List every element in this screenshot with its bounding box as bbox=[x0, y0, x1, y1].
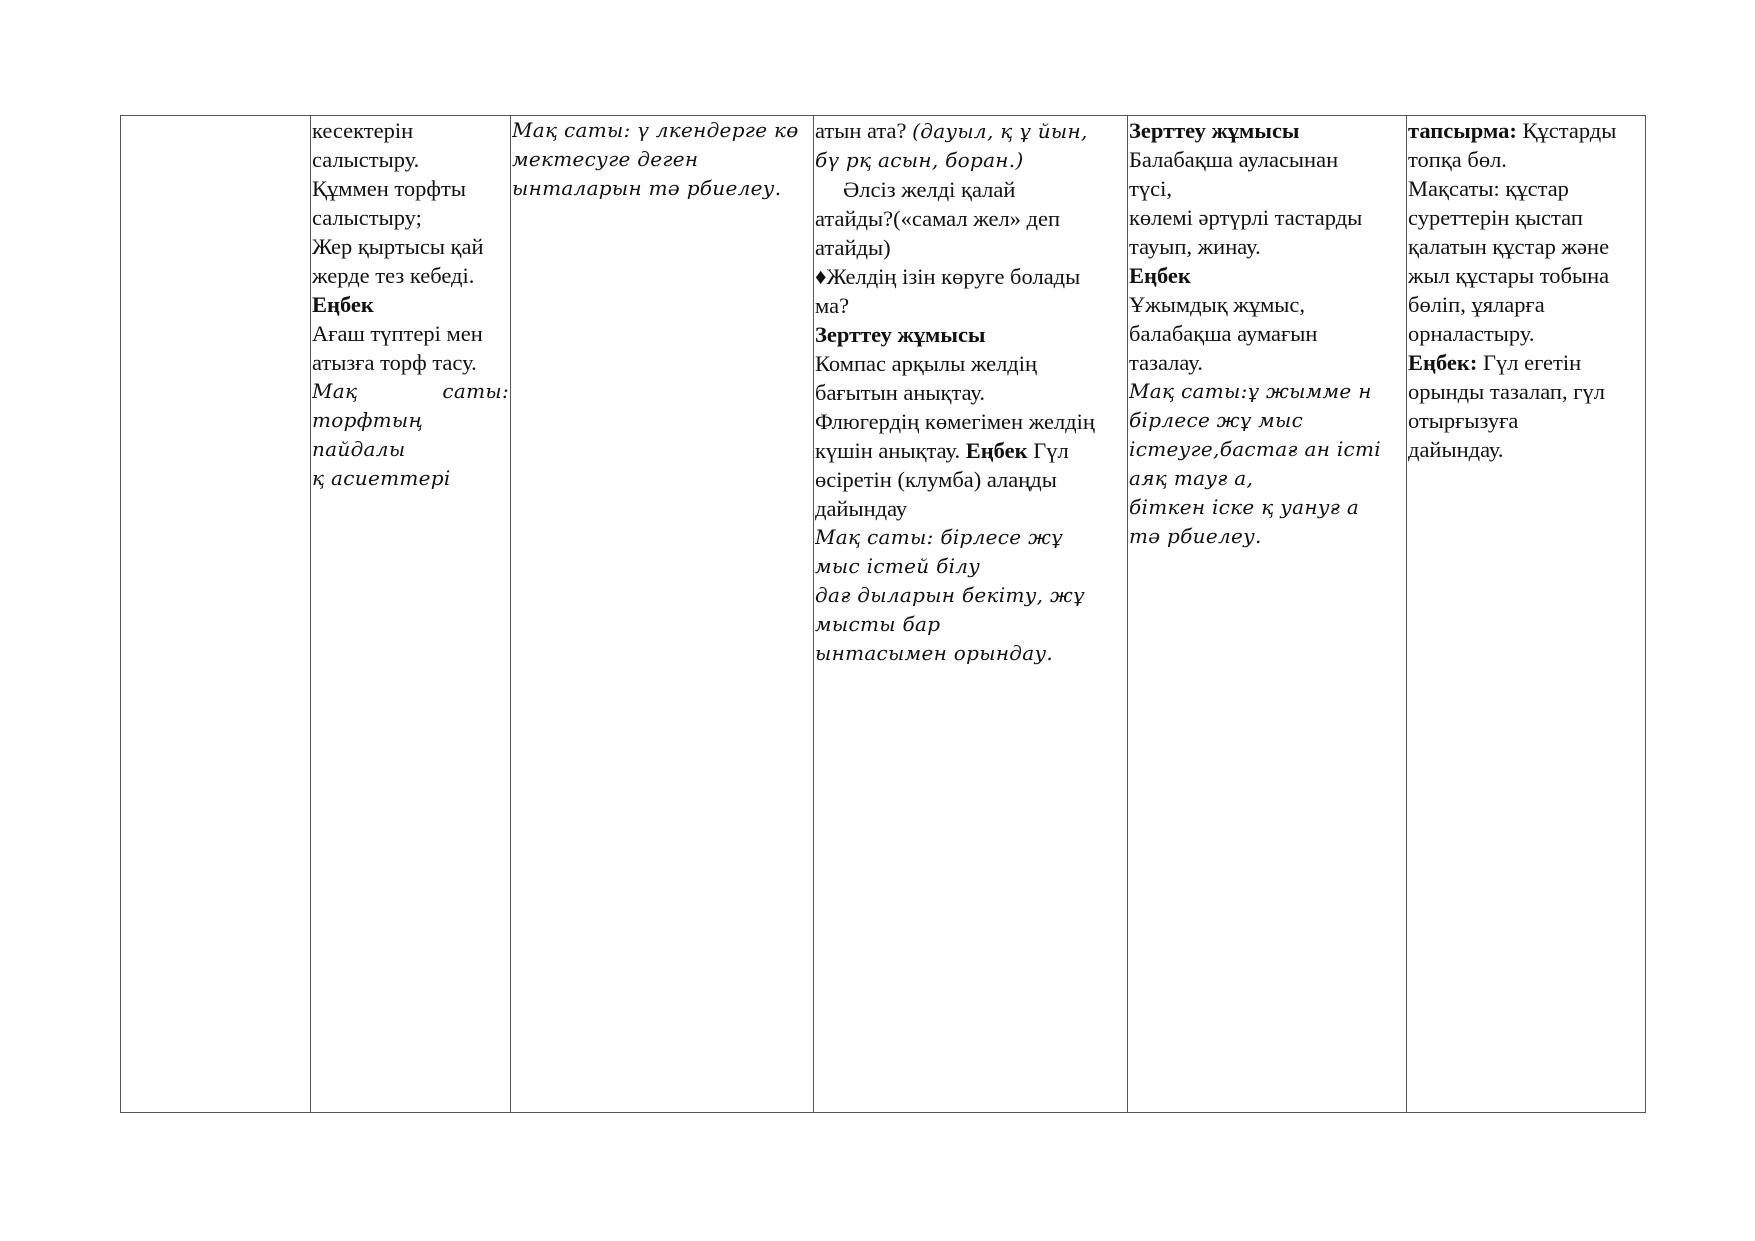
goal-line: тә рбиелеу. bbox=[1129, 524, 1262, 548]
text-line: дайындау. bbox=[1408, 437, 1504, 462]
text-line bbox=[1408, 116, 1644, 145]
text-fragment: (дауыл, қ ұ йын, bbox=[912, 119, 1088, 143]
research-heading: Зерттеу жұмысы bbox=[1129, 118, 1300, 143]
text-line: көлемі әртүрлі тастарды bbox=[1129, 205, 1363, 230]
labor-heading: Еңбек bbox=[312, 292, 374, 317]
goal-line: Мақ саты:ұ жымме н bbox=[1129, 379, 1372, 403]
text-line: қалатын құстар және bbox=[1408, 234, 1610, 259]
text-line: тауып, жинау. bbox=[1129, 234, 1261, 259]
text-line: салыстыру; bbox=[312, 205, 422, 230]
text-line: Компас арқылы желдің bbox=[815, 351, 1038, 376]
text-fragment: атын ата? bbox=[815, 118, 907, 143]
text-fragment: Гүл bbox=[1033, 438, 1069, 463]
table-row bbox=[121, 116, 1646, 1113]
goal-line: мыс істей білу bbox=[815, 554, 981, 578]
cell-stones-activity bbox=[1128, 116, 1407, 1113]
plan-table bbox=[120, 115, 1646, 1113]
goal-line: Мақ саты: ү лкендерге кө bbox=[512, 118, 799, 142]
goal-line: Мақ саты: бірлесе жұ bbox=[815, 525, 1063, 549]
goal-line bbox=[312, 377, 509, 406]
goal-line: істеуге,бастағ ан істі bbox=[1129, 437, 1382, 461]
text-line: дайындау bbox=[815, 496, 908, 521]
text-line: жерде тез кебеді. bbox=[312, 263, 475, 288]
cell-soil-observation bbox=[311, 116, 511, 1113]
text-line: ♦Желдің ізін көруге болады bbox=[815, 264, 1081, 289]
text-line: тазалау. bbox=[1129, 350, 1203, 375]
text-fragment: Құстарды bbox=[1522, 118, 1617, 143]
text-line bbox=[815, 436, 1126, 465]
text-line: балабақша аумағын bbox=[1129, 321, 1318, 346]
text-line: топқа бөл. bbox=[1408, 147, 1507, 172]
text-line: Ұжымдық жұмыс, bbox=[1129, 292, 1306, 317]
text-line: Флюгердің көмегімен желдің bbox=[815, 409, 1095, 434]
text-line: орынды тазалап, гүл bbox=[1408, 379, 1605, 404]
text-line bbox=[1408, 348, 1644, 377]
labor-heading: Еңбек bbox=[965, 438, 1028, 463]
text-fragment: күшін анықтау. bbox=[815, 438, 961, 463]
goal-word: саты: bbox=[442, 379, 509, 403]
text-line: отырғызуға bbox=[1408, 408, 1519, 433]
text-line: Ағаш түптері мен bbox=[312, 321, 483, 346]
goal-line: бірлесе жұ мыс bbox=[1129, 408, 1304, 432]
cell-birds-task bbox=[1407, 116, 1646, 1113]
text-line: Әлсіз желді қалай bbox=[843, 177, 1016, 202]
cell-goal-school bbox=[511, 116, 814, 1113]
text-line: түсі, bbox=[1129, 176, 1172, 201]
goal-line: пайдалы bbox=[312, 437, 406, 461]
goal-line: торфтың bbox=[312, 408, 424, 432]
text-line: өсіретін (клумба) алаңды bbox=[815, 467, 1057, 492]
text-line: орналастыру. bbox=[1408, 321, 1535, 346]
text-line: Жер қыртысы қай bbox=[312, 234, 484, 259]
cell-empty bbox=[121, 116, 311, 1113]
text-line: суреттерін қыстап bbox=[1408, 205, 1583, 230]
labor-heading: Еңбек bbox=[1129, 263, 1191, 288]
goal-word: Мақ bbox=[312, 379, 358, 403]
text-line: жыл құстары тобына bbox=[1408, 263, 1610, 288]
goal-line: дағ дыларын бекіту, жұ bbox=[815, 583, 1085, 607]
goal-line: мысты бар bbox=[815, 612, 941, 636]
text-line: Құммен торфты bbox=[312, 176, 466, 201]
text-line: атайды?(«самал жел» деп bbox=[815, 206, 1061, 231]
goal-line: біткен іске қ уануғ а bbox=[1129, 495, 1360, 519]
text-line: бү рқ асын, боран.) bbox=[815, 148, 1024, 172]
task-heading: тапсырма: bbox=[1408, 118, 1517, 143]
text-line: атайды) bbox=[815, 235, 891, 260]
text-line: Балабақша ауласынан bbox=[1129, 147, 1339, 172]
text-line: бағытын анықтау. bbox=[815, 380, 986, 405]
text-line: ма? bbox=[815, 293, 850, 318]
cell-wind-activity bbox=[814, 116, 1128, 1113]
text-line: салыстыру. bbox=[312, 147, 420, 172]
research-heading: Зерттеу жұмысы bbox=[815, 322, 986, 347]
text-line: кесектерін bbox=[312, 118, 414, 143]
text-line: Мақсаты: құстар bbox=[1408, 176, 1569, 201]
text-line: атызға торф тасу. bbox=[312, 350, 477, 375]
text-line bbox=[815, 116, 1126, 146]
text-fragment: Гүл егетін bbox=[1483, 350, 1582, 375]
goal-line: қ асиеттері bbox=[312, 466, 451, 490]
labor-heading: Еңбек: bbox=[1408, 350, 1478, 375]
text-line: бөліп, ұяларға bbox=[1408, 292, 1545, 317]
goal-line: ынтасымен орындау. bbox=[815, 641, 1054, 665]
goal-line: аяқ тауғ а, bbox=[1129, 466, 1254, 490]
goal-line: ынталарын тә рбиелеу. bbox=[512, 176, 782, 200]
goal-line: мектесуге деген bbox=[512, 147, 699, 171]
